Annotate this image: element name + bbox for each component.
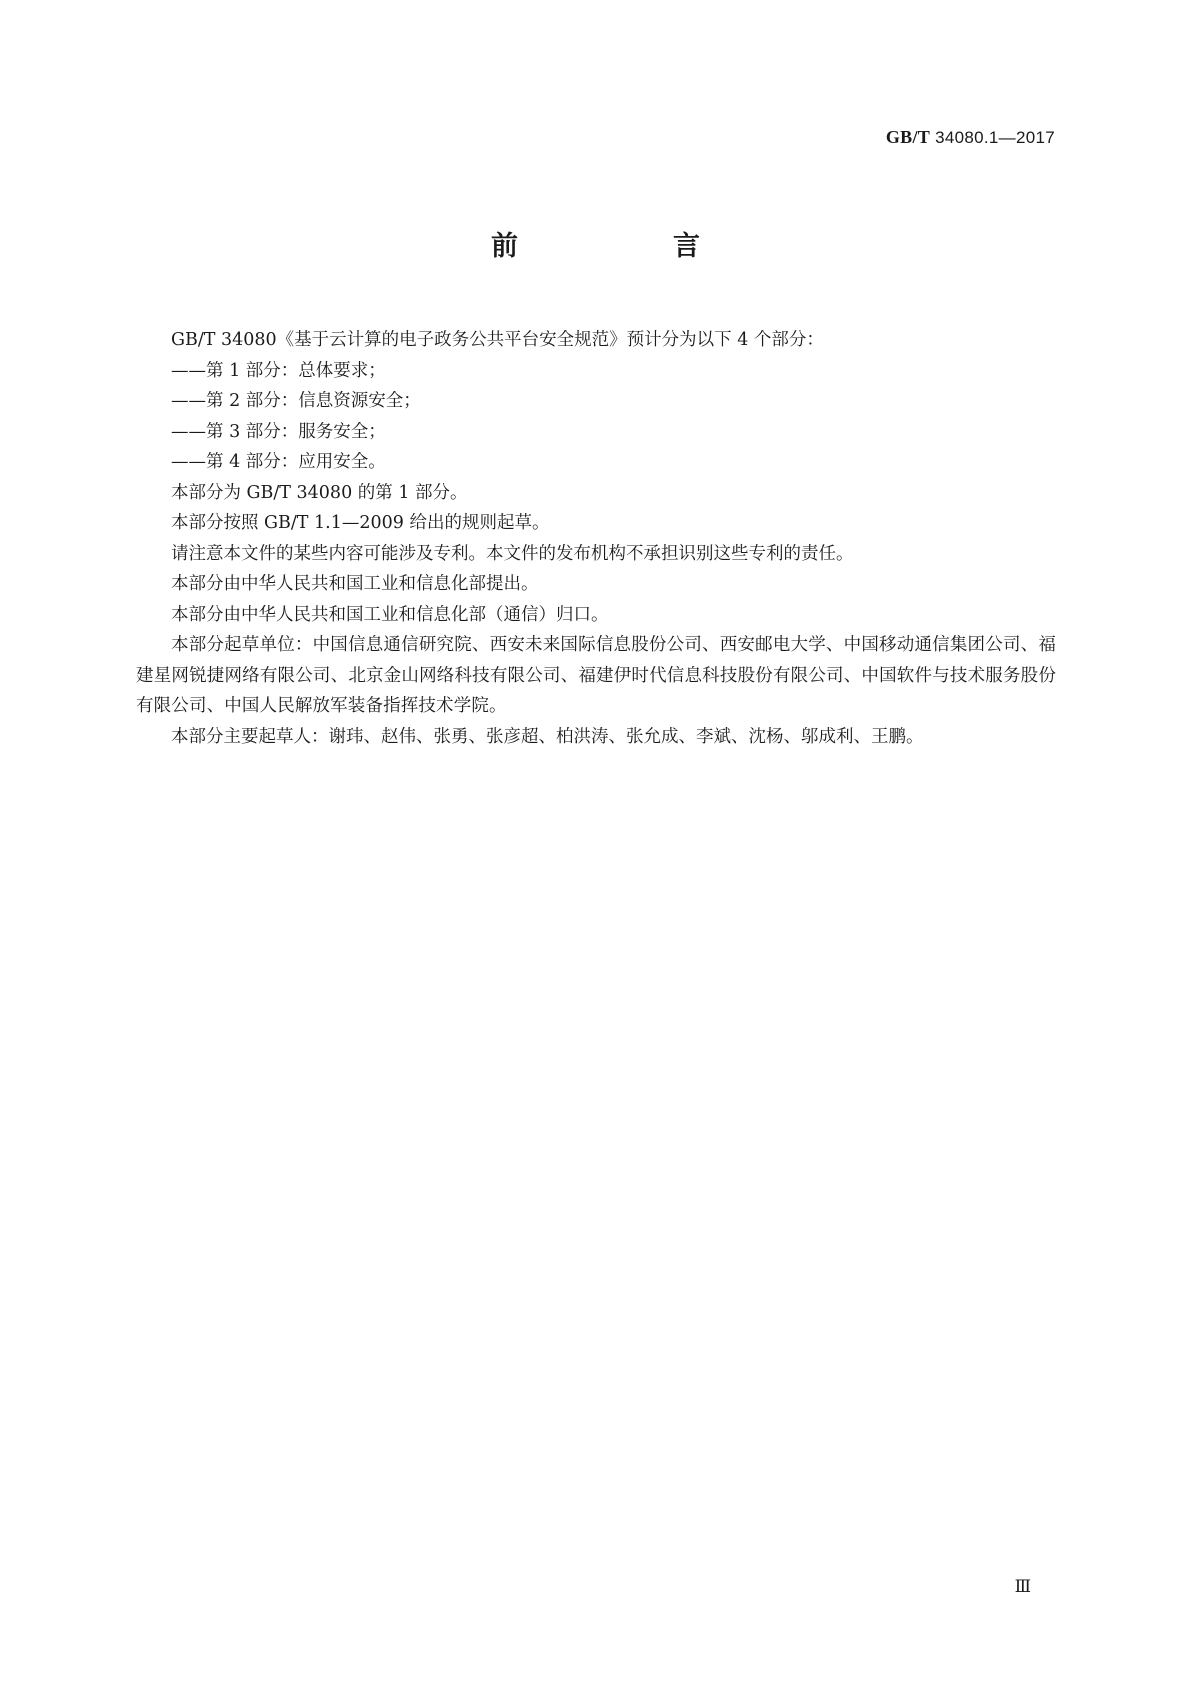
part-list-item-2: ——第 2 部分：信息资源安全； (171, 391, 421, 411)
page-title: 前 言 (491, 231, 764, 262)
foreword-body (136, 325, 1056, 752)
patent-notice-paragraph: 请注意本文件的某些内容可能涉及专利。本文件的发布机构不承担识别这些专利的责任。 (171, 543, 854, 564)
part-list-item-4: ——第 4 部分：应用安全。 (171, 452, 386, 472)
standard-code-prefix: GB/T (885, 127, 931, 147)
drafters-paragraph: 本部分主要起草人：谢玮、赵伟、张勇、张彦超、柏洪涛、张允成、李斌、沈杨、邬成利、王鹏。 (171, 726, 924, 747)
administrator-paragraph: 本部分由中华人民共和国工业和信息化部（通信）归口。 (171, 604, 609, 625)
standard-code-number: 34080.1—2017 (935, 128, 1055, 147)
drafting-units-paragraph: 本部分起草单位：中国信息通信研究院、西安未来国际信息股份公司、西安邮电大学、中国移动通信集团公司、福建星网锐捷网络有限公司、北京金山网络科技有限公司、福建伊时代信息科技股份有限公司、中国软件与技术服务股份有限公司、中国人民解放军装备指挥技术学院。 (136, 635, 1056, 716)
proposer-paragraph: 本部分由中华人民共和国工业和信息化部提出。 (171, 574, 539, 594)
part-list-item-1: ——第 1 部分：总体要求； (171, 360, 386, 381)
standard-code (886, 127, 1055, 148)
part-list-item-3: ——第 3 部分：服务安全； (171, 421, 386, 442)
page-number: Ⅲ (1014, 1577, 1031, 1596)
intro-paragraph: GB/T 34080《基于云计算的电子政务公共平台安全规范》预计分为以下 4 个部分： (171, 330, 824, 350)
part-statement-paragraph: 本部分为 GB/T 34080 的第 1 部分。 (171, 482, 468, 503)
drafting-rules-paragraph: 本部分按照 GB/T 1.1—2009 给出的规则起草。 (171, 513, 550, 533)
